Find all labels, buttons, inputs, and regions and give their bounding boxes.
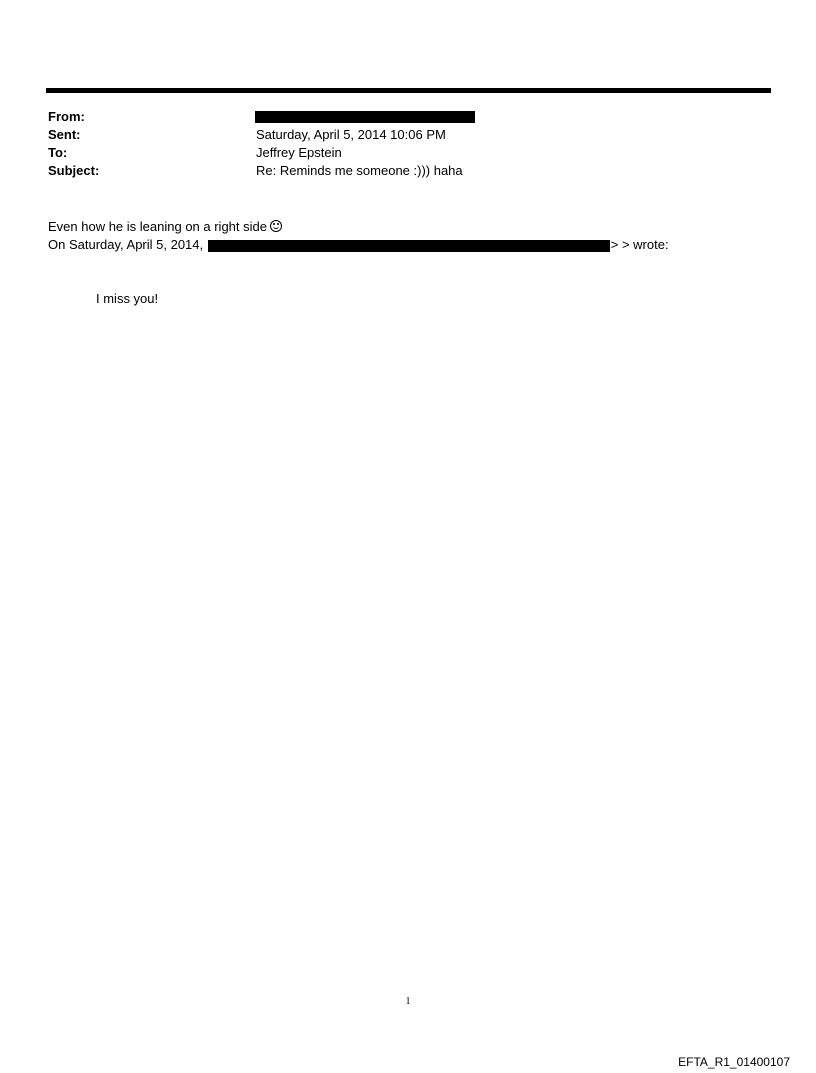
sent-value: Saturday, April 5, 2014 10:06 PM	[256, 127, 446, 142]
sent-label: Sent:	[48, 127, 81, 142]
body-line	[48, 218, 669, 236]
to-label: To:	[48, 145, 68, 160]
quoted-message: I miss you!	[96, 291, 159, 306]
subject-value: Re: Reminds me someone :))) haha	[256, 163, 463, 178]
page-number: 1	[405, 996, 411, 1007]
header-divider	[46, 88, 771, 93]
subject-label: Subject:	[48, 163, 100, 178]
document-id: EFTA_R1_01400107	[678, 1055, 790, 1069]
to-value: Jeffrey Epstein	[256, 145, 342, 160]
redaction-block	[208, 240, 610, 252]
smiley-icon	[270, 220, 282, 232]
from-label: From:	[48, 109, 85, 124]
quote-attribution	[48, 236, 669, 254]
attribution-suffix: > > wrote:	[610, 237, 669, 252]
email-body	[48, 218, 669, 254]
attribution-prefix: On Saturday, April 5, 2014,	[48, 237, 204, 252]
redaction-block	[255, 111, 475, 123]
body-line-text: Even how he is leaning on a right side	[48, 219, 267, 234]
